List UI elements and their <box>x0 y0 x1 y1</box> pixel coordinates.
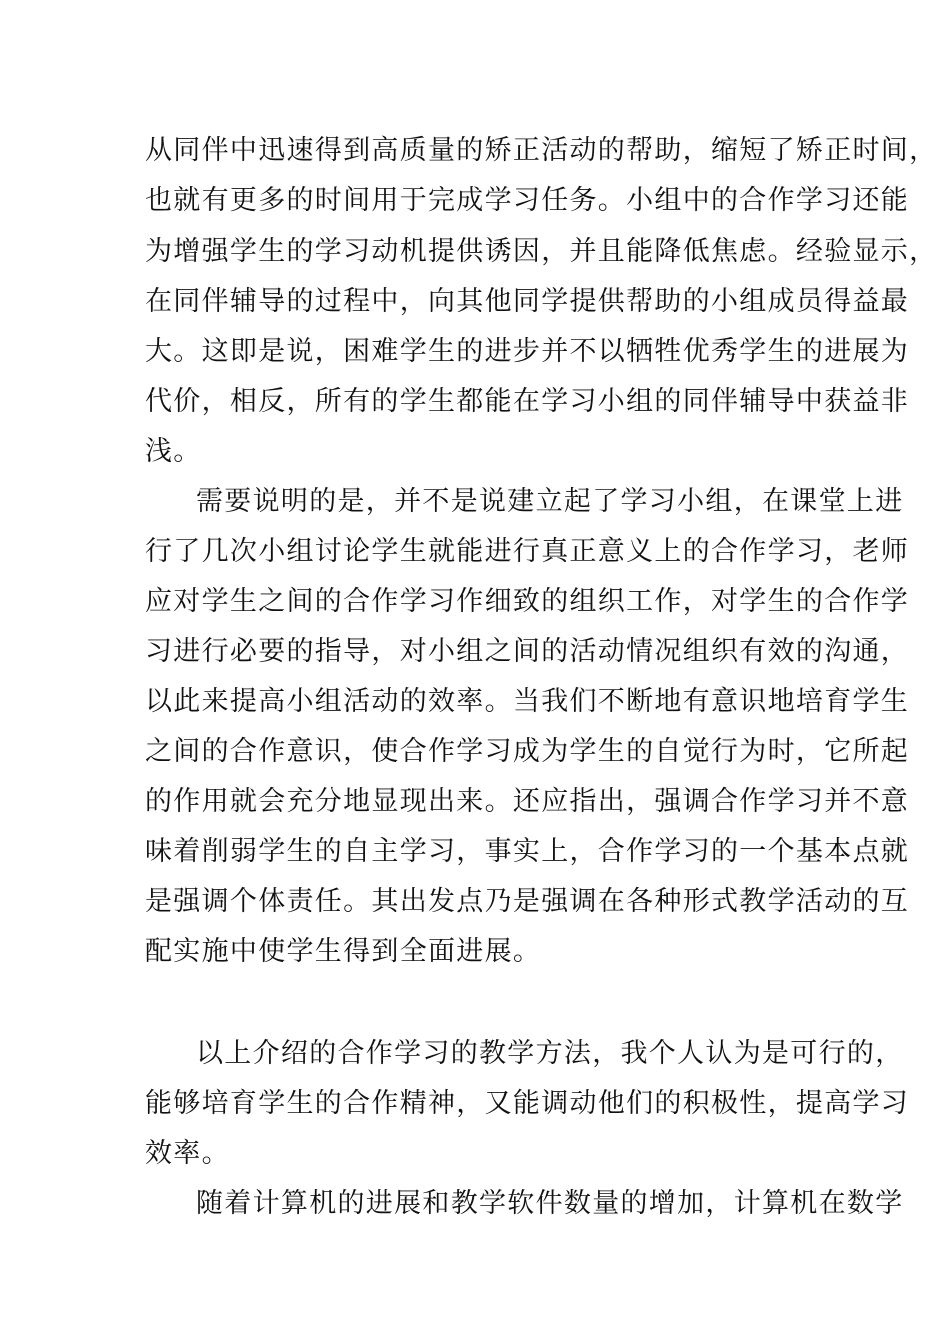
paragraph-2-line-8: 味着削弱学生的自主学习，事实上，合作学习的一个基本点就 <box>145 836 910 867</box>
paragraph-2-line-1: 需要说明的是，并不是说建立起了学习小组，在课堂上进 <box>196 486 904 517</box>
paragraph-3-line-2: 能够培育学生的合作精神，又能调动他们的积极性，提高学习 <box>145 1088 910 1119</box>
paragraph-2-line-4: 习进行必要的指导，对小组之间的活动情况组织有效的沟通， <box>145 636 910 667</box>
paragraph-3-line-1: 以上介绍的合作学习的教学方法，我个人认为是可行的， <box>196 1038 904 1069</box>
paragraph-3-line-3: 效率。 <box>145 1138 230 1169</box>
paragraph-2-line-2: 行了几次小组讨论学生就能进行真正意义上的合作学习，老师 <box>145 536 910 567</box>
paragraph-2-line-7: 的作用就会充分地显现出来。还应指出，强调合作学习并不意 <box>145 786 910 817</box>
paragraph-1-line-6: 代价，相反，所有的学生都能在学习小组的同伴辅导中获益非 <box>145 386 910 417</box>
paragraph-4-line-1: 随着计算机的进展和教学软件数量的增加，计算机在数学 <box>196 1188 904 1219</box>
paragraph-1-line-3: 为增强学生的学习动机提供诱因，并且能降低焦虑。经验显示， <box>145 236 938 267</box>
paragraph-2-line-9: 是强调个体责任。其出发点乃是强调在各种形式教学活动的互 <box>145 886 910 917</box>
paragraph-2-line-3: 应对学生之间的合作学习作细致的组织工作，对学生的合作学 <box>145 586 910 617</box>
paragraph-1-line-5: 大。这即是说，困难学生的进步并不以牺牲优秀学生的进展为 <box>145 336 910 367</box>
paragraph-1-line-2: 也就有更多的时间用于完成学习任务。小组中的合作学习还能 <box>145 185 910 216</box>
paragraph-2-line-5: 以此来提高小组活动的效率。当我们不断地有意识地培育学生 <box>145 686 910 717</box>
paragraph-1-line-4: 在同伴辅导的过程中，向其他同学提供帮助的小组成员得益最 <box>145 286 910 317</box>
paragraph-2-line-10: 配实施中使学生得到全面进展。 <box>145 936 542 967</box>
paragraph-1-line-7: 浅。 <box>145 436 202 467</box>
paragraph-1-line-1: 从同伴中迅速得到高质量的矫正活动的帮助，缩短了矫正时间， <box>145 135 938 166</box>
paragraph-2-line-6: 之间的合作意识，使合作学习成为学生的自觉行为时，它所起 <box>145 736 910 767</box>
